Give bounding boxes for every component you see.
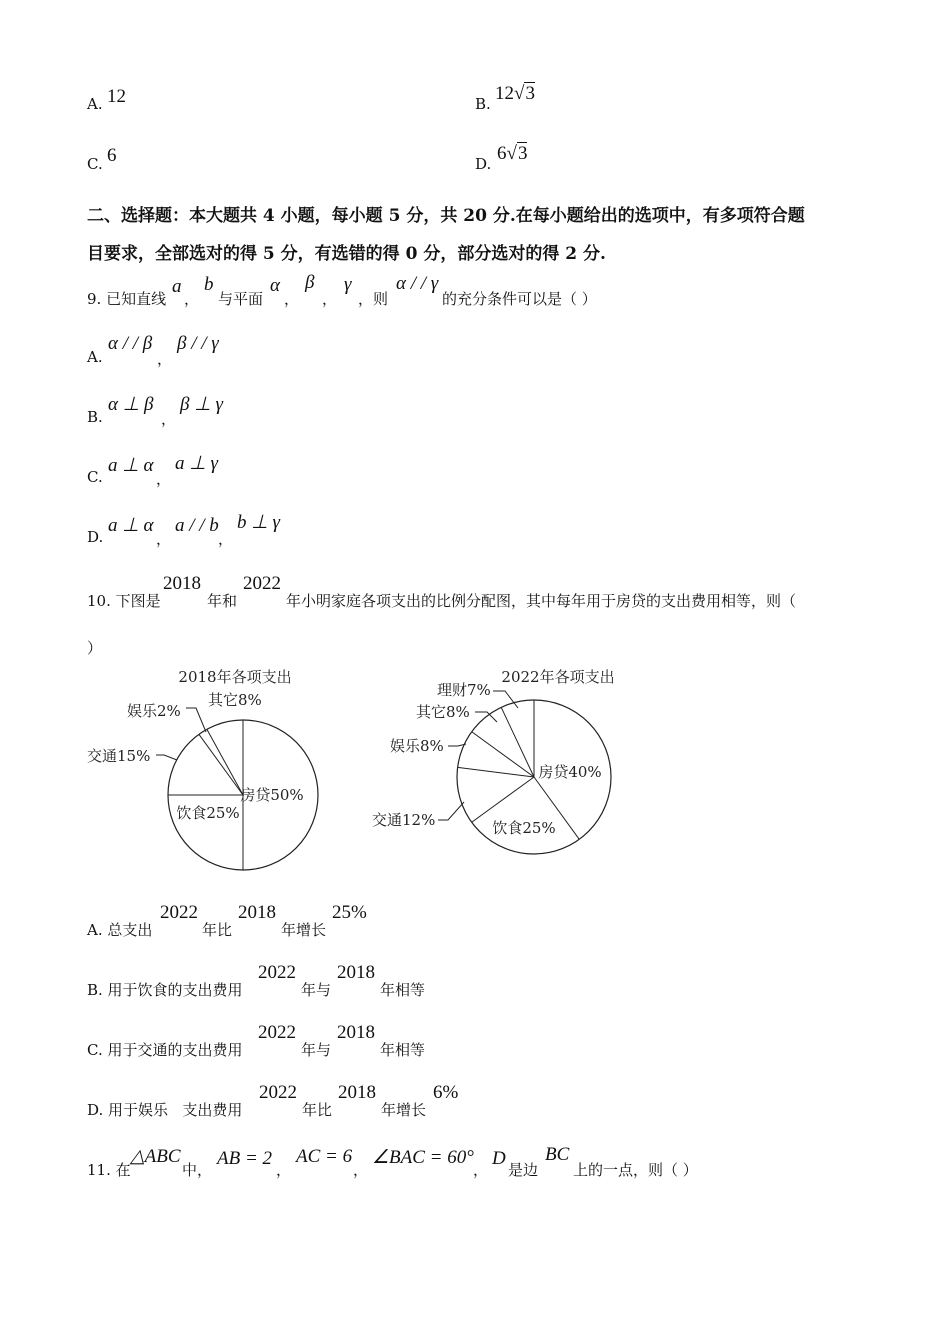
pie-2018-leader-ent — [186, 708, 206, 732]
q10-close: ） — [87, 639, 103, 657]
q10-year-2022: 2022 — [243, 573, 281, 594]
q9-then: ，则 — [358, 290, 389, 308]
q11-angle: ∠BAC = 60° — [372, 1147, 474, 1168]
q10-text: 年小明家庭各项支出的比例分配图，其中每年用于房贷的支出费用相等，则（ — [286, 592, 797, 610]
q9-option-d-p2: a / / b — [175, 515, 219, 536]
q10-option-c-y1: 2022 — [258, 1022, 296, 1043]
q10-option-b-y1: 2022 — [258, 962, 296, 983]
q10-option-a-label: A. 总支出 — [87, 921, 153, 939]
pie-2018-leader-traffic — [156, 755, 177, 760]
q9-option-a-sep: ， — [157, 350, 173, 368]
q10-option-d-tail: 年增长 — [381, 1101, 427, 1119]
q9-text-plane: 与平面 — [218, 290, 264, 308]
q9-option-b-label: B. — [87, 408, 103, 426]
sqrt-symbol: √ — [506, 143, 517, 164]
q8-option-b-coef: 12 — [495, 83, 514, 104]
pie-2022-label-house: 房贷40% — [538, 763, 602, 781]
q9-option-c-sep: ， — [156, 470, 172, 488]
q9-line-b: b — [204, 274, 214, 295]
q10-and: 年和 — [207, 592, 238, 610]
q9-tail: 的充分条件可以是（ ） — [442, 290, 597, 308]
q8-option-a-value: 12 — [107, 86, 126, 107]
q9-number: 9. 已知直线 — [87, 290, 167, 308]
q10-option-d-val: 6% — [433, 1082, 459, 1103]
q10-number: 10. 下图是 — [87, 592, 161, 610]
q9-option-c-label: C. — [87, 468, 103, 486]
q9-option-d-sep: ， — [156, 530, 172, 548]
pie-2022-leader-traffic — [438, 802, 464, 820]
q9-option-d-sep2: ， — [218, 530, 234, 548]
q10-option-a-y1: 2022 — [160, 902, 198, 923]
q9-line-a: a — [172, 276, 182, 297]
q10-option-c-label: C. 用于交通的支出费用 — [87, 1041, 243, 1059]
q11-triangle: △ABC — [130, 1146, 181, 1167]
q11-shi: 是边 — [508, 1161, 539, 1179]
pie-charts — [0, 660, 950, 890]
pie-2022-title: 2022年各项支出 — [501, 668, 615, 686]
q9-gamma: γ — [344, 274, 352, 295]
pie-2018-slice-3-boundary — [199, 734, 243, 795]
q10-option-c-mid: 年与 — [301, 1041, 332, 1059]
pie-2018-title: 2018年各项支出 — [178, 668, 292, 686]
pie-2018-label-food: 饮食25% — [176, 804, 240, 822]
q9-option-a-label: A. — [87, 348, 103, 366]
q8-option-b-value — [495, 83, 535, 105]
pie-2018-slice-4-boundary — [207, 729, 243, 795]
q10-option-d-y2: 2018 — [338, 1082, 376, 1103]
q11-comma: ， — [473, 1161, 489, 1179]
pie-2018-label-traffic: 交通15% — [87, 747, 151, 765]
q9-comma: ， — [284, 290, 300, 308]
section2-line2: 目要求，全部选对的得 5 分，有选错的得 0 分，部分选对的得 2 分. — [87, 244, 606, 264]
q9-comma: ， — [184, 290, 200, 308]
q9-option-b-p1: α ⊥ β — [108, 394, 154, 415]
pie-2022-label-other: 其它8% — [416, 703, 470, 721]
q11-ac: AC = 6 — [296, 1146, 353, 1167]
q9-comma: ， — [322, 290, 338, 308]
q9-beta: β — [305, 272, 315, 293]
q10-option-b-y2: 2018 — [337, 962, 375, 983]
q8-option-c-label: C. — [87, 155, 103, 173]
q10-option-a-val: 25% — [332, 902, 367, 923]
q8-option-b-label: B. — [475, 95, 491, 113]
q9-option-d-p3: b ⊥ γ — [237, 512, 281, 533]
q9-option-d-p1: a ⊥ α — [108, 515, 154, 536]
pie-2022-label-invest: 理财7% — [437, 681, 491, 699]
q9-option-b-p2: β ⊥ γ — [180, 394, 224, 415]
q8-option-b-radicand: 3 — [525, 83, 535, 104]
q9-option-a-p2: β / / γ — [177, 333, 219, 354]
q10-option-a-mid: 年比 — [202, 921, 233, 939]
q9-option-c-p1: a ⊥ α — [108, 455, 154, 476]
pie-2022-label-food: 饮食25% — [492, 819, 556, 837]
q10-option-c-tail: 年相等 — [380, 1041, 426, 1059]
q10-year-2018: 2018 — [163, 573, 201, 594]
q11-number: 11. 在 — [87, 1161, 131, 1179]
section2-line1: 二、选择题：本大题共 4 小题，每小题 5 分，共 20 分.在每小题给出的选项中，有多项符合题 — [87, 206, 805, 226]
sqrt-symbol: √ — [514, 83, 525, 104]
q8-option-a-label: A. — [87, 95, 103, 113]
q10-option-b-label: B. 用于饮食的支出费用 — [87, 981, 243, 999]
q11-zhong: 中， — [182, 1161, 213, 1179]
q8-option-d-radicand: 3 — [517, 143, 528, 164]
q9-option-b-sep: ， — [161, 410, 177, 428]
q8-option-d-label: D. — [475, 155, 492, 173]
q10-option-b-tail: 年相等 — [380, 981, 426, 999]
q9-option-c-p2: a ⊥ γ — [175, 453, 219, 474]
pie-2022-slice-5-boundary — [501, 707, 534, 777]
q8-option-c-value: 6 — [107, 145, 117, 166]
q8-option-d-value — [497, 143, 527, 165]
q11-comma: ， — [276, 1161, 292, 1179]
pie-2018-label-other: 其它8% — [208, 691, 262, 709]
q10-option-d-y1: 2022 — [259, 1082, 297, 1103]
q10-option-d-label: D. 用于娱乐 支出费用 — [87, 1101, 243, 1119]
pie-2022-slice-2-boundary — [472, 777, 534, 822]
q9-option-a-p1: α / / β — [108, 333, 153, 354]
q11-tail: 上的一点，则（ ） — [573, 1161, 698, 1179]
pie-2022-label-ent: 娱乐8% — [390, 737, 444, 755]
q11-ab: AB = 2 — [217, 1148, 273, 1169]
q10-option-a-y2: 2018 — [238, 902, 276, 923]
q9-condition: α / / γ — [396, 273, 439, 294]
pie-2018-label-house: 房贷50% — [240, 786, 304, 804]
q9-option-d-label: D. — [87, 528, 104, 546]
q9-alpha: α — [270, 275, 280, 296]
pie-2018-label-ent: 娱乐2% — [127, 702, 181, 720]
q10-option-b-mid: 年与 — [301, 981, 332, 999]
q8-option-d-coef: 6 — [497, 143, 507, 164]
q10-option-c-y2: 2018 — [337, 1022, 375, 1043]
q11-comma: ， — [353, 1161, 369, 1179]
q11-bc: BC — [545, 1144, 570, 1165]
pie-2022-label-traffic: 交通12% — [372, 811, 436, 829]
q10-option-d-mid: 年比 — [302, 1101, 333, 1119]
q10-option-a-tail: 年增长 — [281, 921, 327, 939]
q11-d: D — [492, 1148, 506, 1169]
